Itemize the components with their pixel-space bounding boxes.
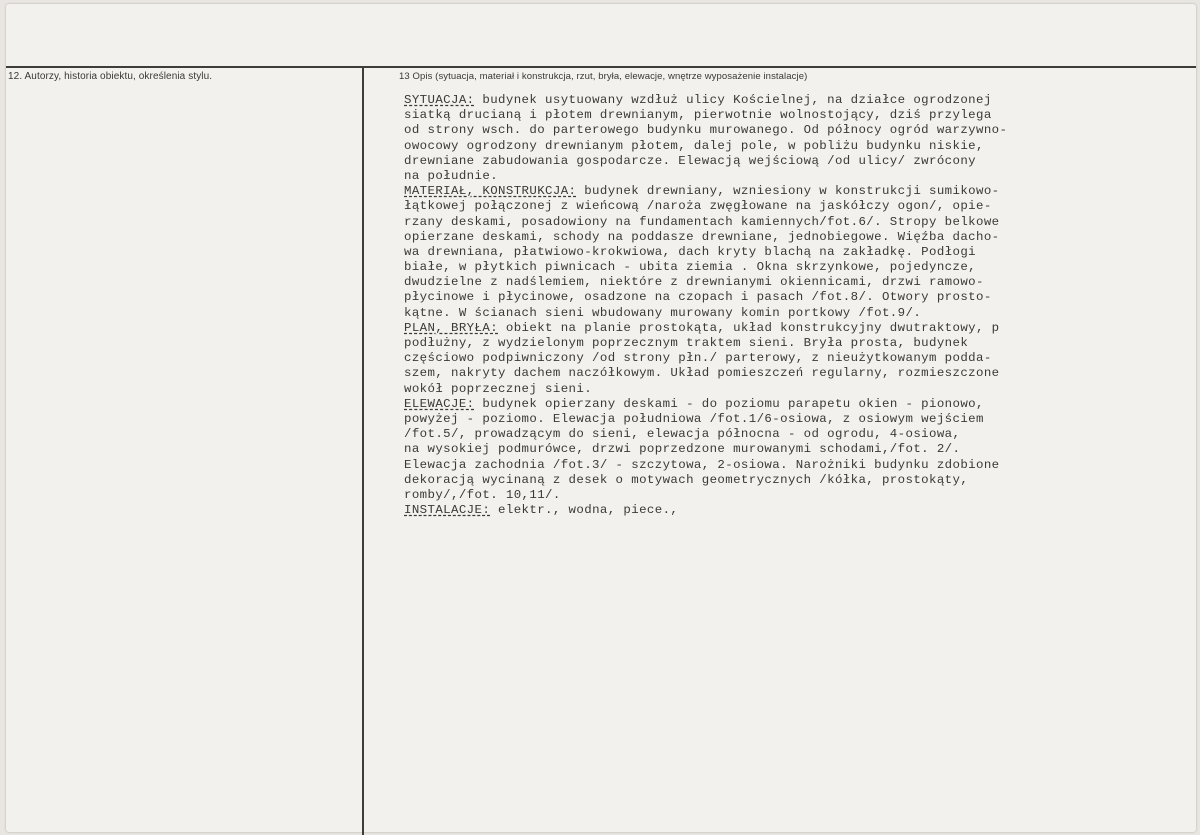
- text-line: dwudzielne z nadślemiem, niektóre z drewnianymi okiennicami, drzwi ramowo-: [404, 275, 984, 290]
- text-line: PLAN, BRYŁA: obiekt na planie prostokąta, układ konstrukcyjny dwutraktowy, p: [404, 320, 1000, 335]
- text-line: romby/,/fot. 10,11/.: [404, 487, 561, 502]
- text-line: INSTALACJE: elektr., wodna, piece.,: [404, 503, 679, 518]
- header-divider: [6, 66, 1196, 68]
- text-line: powyżej - poziomo. Elewacja południowa /fot.1/6-osiowa, z osiowym wejściem: [404, 411, 984, 426]
- text-line: białe, w płytkich piwnicach - ubita ziemia . Okna skrzynkowe, pojedyncze,: [404, 260, 976, 275]
- section-heading: PLAN, BRYŁA:: [404, 320, 499, 335]
- text-line: opierzane deskami, schody na poddasze drewniane, jednobiegowe. Więźba dacho-: [404, 229, 1000, 244]
- text-line: owocowy ogrodzony drewnianym płotem, dalej pole, w pobliżu budynku niskie,: [404, 138, 984, 153]
- column-divider: [362, 67, 364, 835]
- text-line: od strony wsch. do parterowego budynku murowanego. Od północy ogród warzywno-: [404, 123, 1008, 138]
- right-column-heading: 13 Opis (sytuacja, materiał i konstrukcja, rzut, bryła, elewacje, wnętrze wyposażenie instalacje): [399, 71, 808, 82]
- text-line: ELEWACJE: budynek opierzany deskami - do poziomu parapetu okien - pionowo,: [404, 396, 984, 411]
- text-line: podłużny, z wydzielonym poprzecznym traktem sieni. Bryła prosta, budynek: [404, 336, 969, 350]
- text-line: na wysokiej podmurówce, drzwi poprzedzone murowanymi schodami,/fot. 2/.: [404, 442, 961, 457]
- section-heading: INSTALACJE:: [404, 503, 491, 518]
- text-line: na południe.: [404, 168, 499, 183]
- text-line: /fot.5/, prowadzącym do sieni, elewacja północna - od ogrodu, 4-osiowa,: [404, 427, 961, 442]
- text-line: rzany deskami, posadowiony na fundamentach kamiennych/fot.6/. Stropy belkowe: [404, 214, 1000, 229]
- description-text: [404, 93, 1134, 518]
- document-sheet: [6, 4, 1196, 832]
- text-line: częściowo podpiwniczony /od strony płn./ parterowy, z nieużytkowanym podda-: [404, 351, 992, 366]
- text-line: wokół poprzecznej sieni.: [404, 381, 593, 396]
- text-line: płycinowe i płycinowe, osadzone na czopach i pasach /fot.8/. Otwory prosto-: [404, 290, 992, 305]
- text-line: kątne. W ścianach sieni wbudowany murowany komin portkowy /fot.9/.: [404, 305, 922, 320]
- text-line: szem, nakryty dachem naczółkowym. Układ pomieszczeń regularny, rozmieszczone: [404, 366, 1000, 381]
- text-line: Elewacja zachodnia /fot.3/ - szczytowa, 2-osiowa. Narożniki budynku zdobione: [404, 457, 1000, 472]
- section-heading: SYTUACJA:: [404, 93, 475, 107]
- text-line: dekoracją wycinaną z desek o motywach geometrycznych /kółka, prostokąty,: [404, 472, 969, 487]
- section-heading: ELEWACJE:: [404, 396, 475, 411]
- text-line: MATERIAŁ, KONSTRUKCJA: budynek drewniany, wzniesiony w konstrukcji sumikowo-: [404, 184, 1000, 199]
- text-line: siatką drucianą i płotem drewnianym, pierwotnie wolnostojący, dziś przylega: [404, 108, 992, 123]
- text-line: łątkowej połączonej z wieńcową /naroża zwęgłowane na jaskółczy ogon/, opie-: [404, 199, 992, 214]
- text-line: drewniane zabudowania gospodarcze. Elewacją wejściową /od ulicy/ zwrócony: [404, 153, 976, 168]
- text-line: SYTUACJA: budynek usytuowany wzdłuż ulicy Kościelnej, na działce ogrodzonej: [404, 93, 992, 107]
- section-heading: MATERIAŁ, KONSTRUKCJA:: [404, 184, 577, 199]
- left-column-heading: 12. Autorzy, historia obiektu, określenia stylu.: [8, 71, 213, 82]
- text-line: wa drewniana, płatwiowo-krokwiowa, dach kryty blachą na zakładkę. Podłogi: [404, 244, 976, 259]
